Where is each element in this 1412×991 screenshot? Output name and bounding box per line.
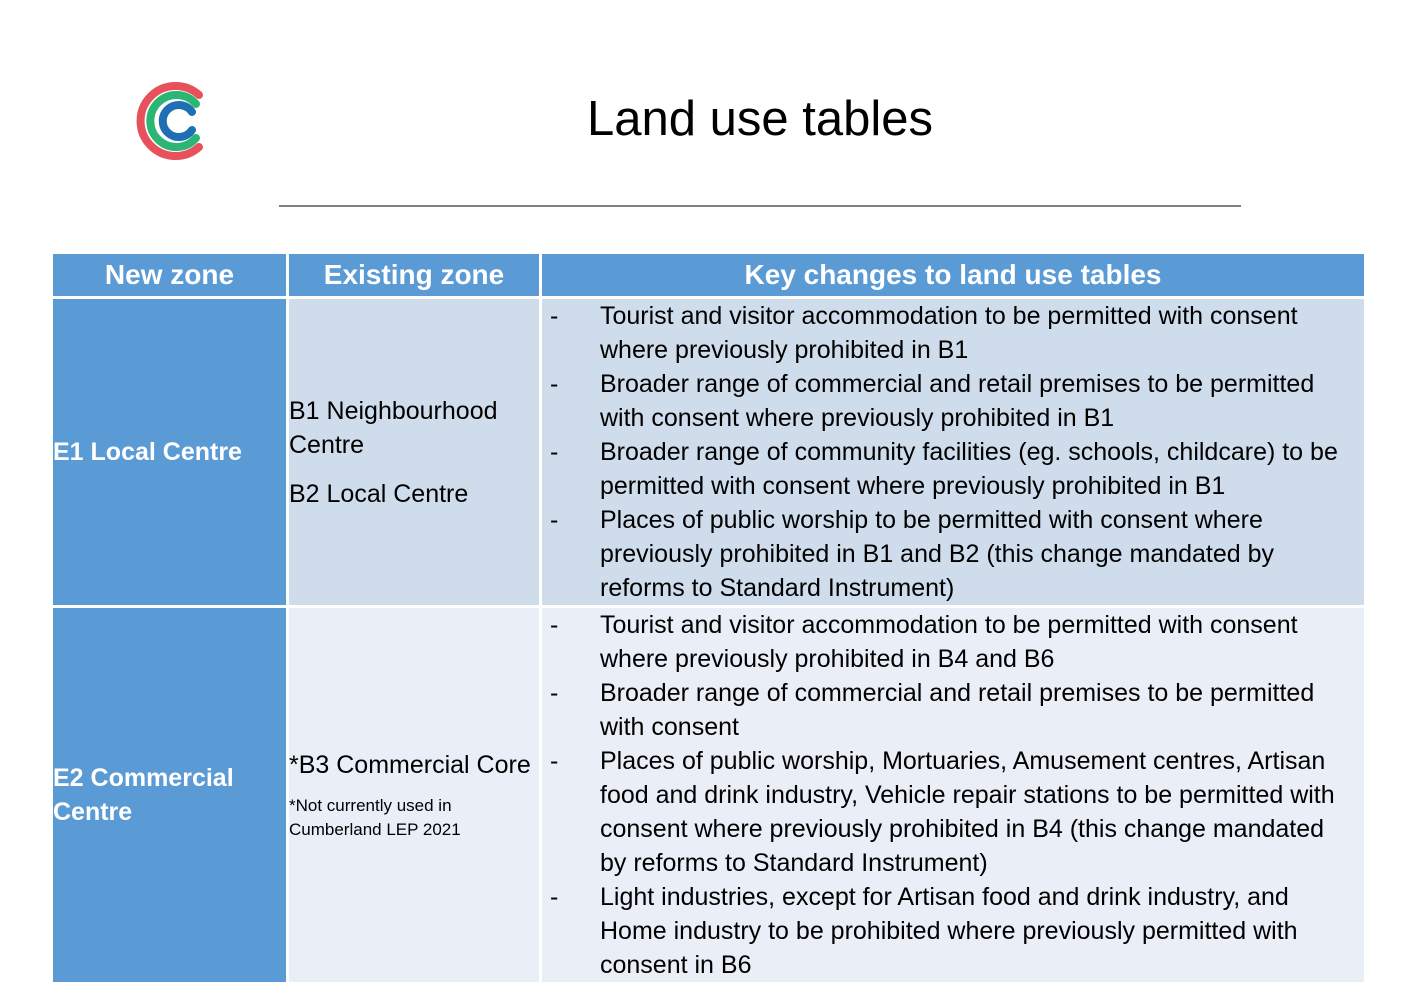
- change-text: Places of public worship to be permitted with consent where previously prohibited in B1 and B2 (this change mandated by reforms to Standard Instrument): [600, 506, 1275, 602]
- footnote: *Not currently used in Cumberland LEP 2021: [289, 796, 461, 839]
- table-row: [52, 298, 1366, 607]
- change-text: Broader range of commercial and retail premises to be permitted with consent where previously prohibited in B1: [600, 370, 1315, 432]
- new-zone-cell: E2 Commercial Centre: [52, 607, 288, 984]
- bullet-dash: -: [550, 679, 559, 707]
- bullet-dash: -: [550, 302, 559, 330]
- bullet-dash: -: [550, 747, 559, 775]
- council-c-logo-icon: [126, 78, 208, 164]
- existing-zone-item: B2 Local Centre: [289, 479, 469, 508]
- title-divider: [279, 205, 1241, 207]
- page-title: Land use tables: [587, 92, 933, 146]
- existing-zone-item: B1 Neighbourhood Centre: [289, 396, 498, 459]
- bullet-dash: -: [550, 438, 559, 466]
- change-text: Tourist and visitor accommodation to be permitted with consent where previously prohibited in B1: [600, 302, 1298, 364]
- change-text: Tourist and visitor accommodation to be permitted with consent where previously prohibited in B4 and B6: [600, 611, 1298, 673]
- changes-list: [542, 299, 1364, 605]
- bullet-dash: -: [550, 370, 559, 398]
- changes-list: [542, 608, 1364, 982]
- change-text: Broader range of commercial and retail premises to be permitted with consent: [600, 679, 1315, 741]
- existing-zone-cell: [288, 298, 541, 607]
- change-text: Light industries, except for Artisan food and drink industry, and Home industry to be prohibited where previously permitted with consent in B6: [600, 883, 1298, 979]
- list-item: [542, 299, 1364, 367]
- header-new-zone: New zone: [52, 253, 288, 298]
- bullet-dash: -: [550, 883, 559, 911]
- bullet-dash: -: [550, 506, 559, 534]
- key-changes-cell: [541, 607, 1366, 984]
- list-item: [542, 676, 1364, 744]
- table-header-row: [52, 253, 1366, 298]
- list-item: [542, 367, 1364, 435]
- list-item: [542, 503, 1364, 605]
- change-text: Broader range of community facilities (eg. schools, childcare) to be permitted with consent where previously prohibited in B1: [600, 438, 1338, 500]
- list-item: [542, 435, 1364, 503]
- new-zone-cell: E1 Local Centre: [52, 298, 288, 607]
- bullet-dash: -: [550, 611, 559, 639]
- existing-zone-item: *B3 Commercial Core: [289, 751, 531, 779]
- key-changes-cell: [541, 298, 1366, 607]
- list-item: [542, 744, 1364, 880]
- header-key-changes: Key changes to land use tables: [541, 253, 1366, 298]
- land-use-table: [50, 251, 1367, 985]
- existing-zone-cell: [288, 607, 541, 984]
- header-existing-zone: Existing zone: [288, 253, 541, 298]
- list-item: [542, 608, 1364, 676]
- table-row: [52, 607, 1366, 984]
- change-text: Places of public worship, Mortuaries, Amusement centres, Artisan food and drink industry, Vehicle repair stations to be permitted with consent where previously prohibited in B4 (this change mandated by reforms to Standard Instrument): [600, 747, 1335, 877]
- list-item: [542, 880, 1364, 982]
